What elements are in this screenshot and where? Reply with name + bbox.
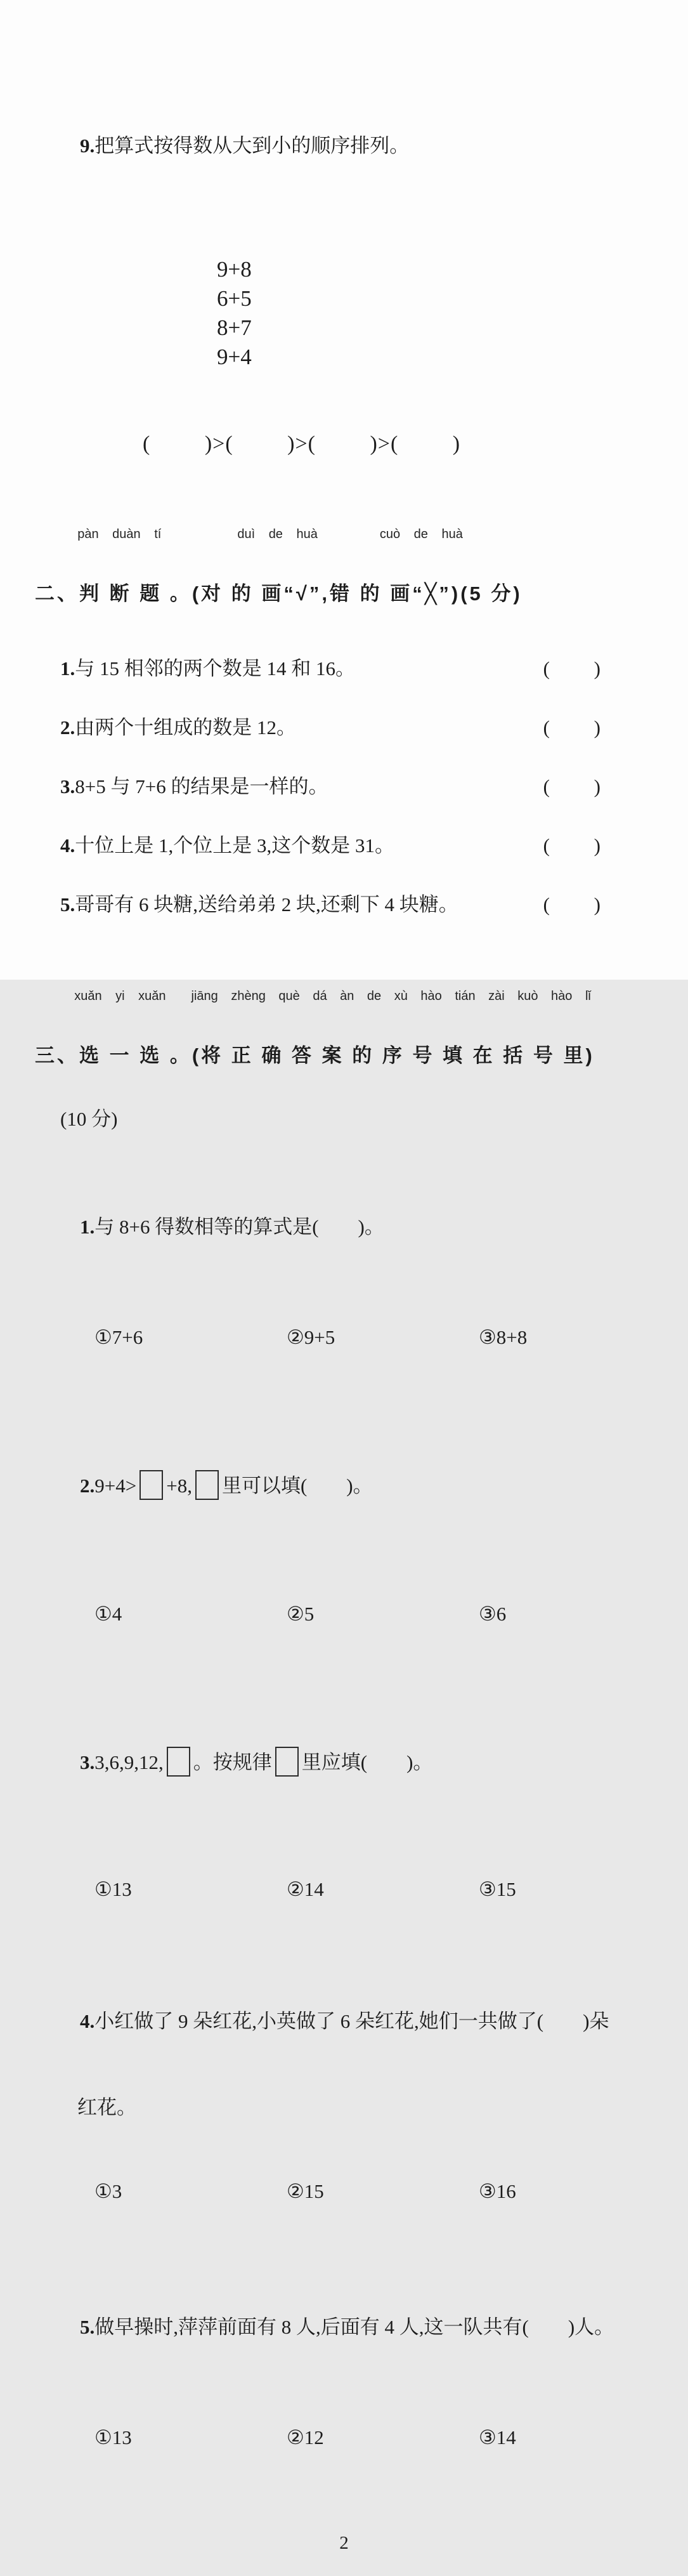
fill-in-box[interactable]	[140, 1470, 163, 1500]
judgment-item	[60, 656, 600, 681]
item-number: 5.	[60, 893, 75, 916]
option-item[interactable]: ③8+8	[479, 1326, 528, 1348]
option-item[interactable]: ①3	[94, 2180, 122, 2202]
section-2-pinyin	[63, 511, 688, 557]
question-9-expressions	[195, 226, 688, 401]
question-text: 与 8+6 得数相等的算式是( )。	[94, 1216, 384, 1238]
fill-in-box[interactable]	[167, 1747, 190, 1777]
item-text: 与 15 相邻的两个数是 14 和 16。	[75, 657, 355, 680]
option-item[interactable]: ②5	[287, 1603, 315, 1625]
question-text: 3,6,9,12,	[94, 1751, 164, 1773]
section-3-heading: 三、选 一 选 。(将 正 确 答 案 的 序 号 填 在 括 号 里)	[35, 1044, 595, 1067]
pinyin-group: pàn duàn tí	[77, 527, 162, 541]
judgment-answer-blank[interactable]: ( )	[543, 893, 600, 916]
item-number: 3.	[60, 775, 75, 798]
expression-item: 9+4	[217, 345, 252, 369]
item-number: 4.	[60, 834, 75, 857]
item-number: 2.	[60, 716, 75, 739]
question-9-number: 9.	[80, 135, 95, 157]
question-9-title	[60, 108, 688, 184]
option-item[interactable]: ②15	[287, 2180, 324, 2202]
choice-options	[75, 2153, 688, 2230]
judgment-item-text	[60, 656, 355, 681]
question-number: 4.	[80, 2010, 95, 2032]
question-text: +8,	[166, 1475, 192, 1497]
judgment-item-text	[60, 774, 328, 799]
choice-options	[75, 1851, 688, 1928]
judgment-answer-blank[interactable]: ( )	[543, 775, 600, 798]
judgment-item-text	[60, 715, 296, 740]
question-text: 做早操时,萍萍前面有 8 人,后面有 4 人,这一队共有( )人。	[94, 2316, 614, 2338]
page-number: 2	[339, 2533, 349, 2553]
pinyin-group: cuò de huà	[379, 527, 463, 541]
option-item[interactable]: ②14	[287, 1878, 324, 1900]
choice-question	[60, 1983, 688, 2060]
question-number: 5.	[80, 2316, 95, 2338]
option-item[interactable]: ①7+6	[94, 1326, 143, 1348]
section-2-heading: 二、判 断 题 。(对 的 画“√”,错 的 画“╳”)(5 分)	[35, 582, 522, 605]
choice-options	[75, 2400, 688, 2476]
judgment-answer-blank[interactable]: ( )	[543, 834, 600, 857]
judgment-item-text	[60, 833, 394, 858]
question-text: 里可以填( )。	[221, 1475, 373, 1497]
pinyin-group: xuǎn yi xuǎn	[74, 989, 166, 1003]
pinyin-group: jiāng zhèng què dá àn de xù hào tián zài kuò hào lǐ	[191, 989, 591, 1003]
option-item[interactable]: ①4	[94, 1603, 122, 1625]
question-number: 2.	[80, 1475, 95, 1497]
judgment-item	[60, 774, 600, 799]
option-item[interactable]: ①13	[94, 1878, 132, 1900]
option-item[interactable]: ③6	[479, 1603, 507, 1625]
question-text: 。按规律	[193, 1751, 272, 1773]
choice-question	[60, 1189, 688, 1265]
choice-question	[60, 1709, 688, 1816]
expression-item: 9+8	[217, 257, 252, 282]
judgment-answer-blank[interactable]: ( )	[543, 657, 600, 680]
item-text: 十位上是 1,个位上是 3,这个数是 31。	[75, 834, 394, 857]
section-3-score: (10 分)	[60, 1108, 118, 1130]
option-item[interactable]: ②9+5	[287, 1326, 335, 1348]
option-item[interactable]: ③16	[479, 2180, 516, 2202]
judgment-item	[60, 892, 600, 917]
question-number: 3.	[80, 1751, 95, 1773]
question-number: 1.	[80, 1216, 95, 1238]
option-item[interactable]: ③14	[479, 2426, 516, 2448]
judgment-item-text	[60, 892, 458, 917]
question-text-continued: 红花。	[77, 2096, 136, 2119]
item-text: 8+5 与 7+6 的结果是一样的。	[75, 775, 328, 798]
item-number: 1.	[60, 657, 75, 680]
expression-item: 6+5	[217, 286, 252, 311]
item-text: 由两个十组成的数是 12。	[75, 716, 296, 739]
item-text: 哥哥有 6 块糖,送给弟弟 2 块,还剩下 4 块糖。	[75, 893, 458, 916]
choice-question	[60, 2289, 688, 2365]
option-item[interactable]: ②12	[287, 2426, 324, 2448]
section-3-pinyin	[60, 973, 688, 1019]
judgment-item	[60, 715, 600, 740]
question-text: 9+4>	[94, 1475, 137, 1497]
question-9-answer-blanks[interactable]: ( )>( )>( )>( )	[143, 432, 461, 456]
fill-in-box[interactable]	[195, 1470, 219, 1500]
option-item[interactable]: ③15	[479, 1878, 516, 1900]
judgment-answer-blank[interactable]: ( )	[543, 716, 600, 739]
choice-options	[75, 1299, 688, 1376]
question-9-text: 把算式按得数从大到小的顺序排列。	[94, 135, 410, 157]
judgment-item	[60, 833, 600, 858]
question-text: 小红做了 9 朵红花,小英做了 6 朵红花,她们一共做了( )朵	[94, 2010, 609, 2032]
question-text: 里应填( )。	[301, 1751, 433, 1773]
option-item[interactable]: ①13	[94, 2426, 132, 2448]
pinyin-group: duì de huà	[237, 527, 318, 541]
choice-options	[75, 1576, 688, 1652]
choice-question	[60, 1433, 688, 1539]
fill-in-box[interactable]	[275, 1747, 299, 1777]
expression-item: 8+7	[217, 315, 252, 340]
